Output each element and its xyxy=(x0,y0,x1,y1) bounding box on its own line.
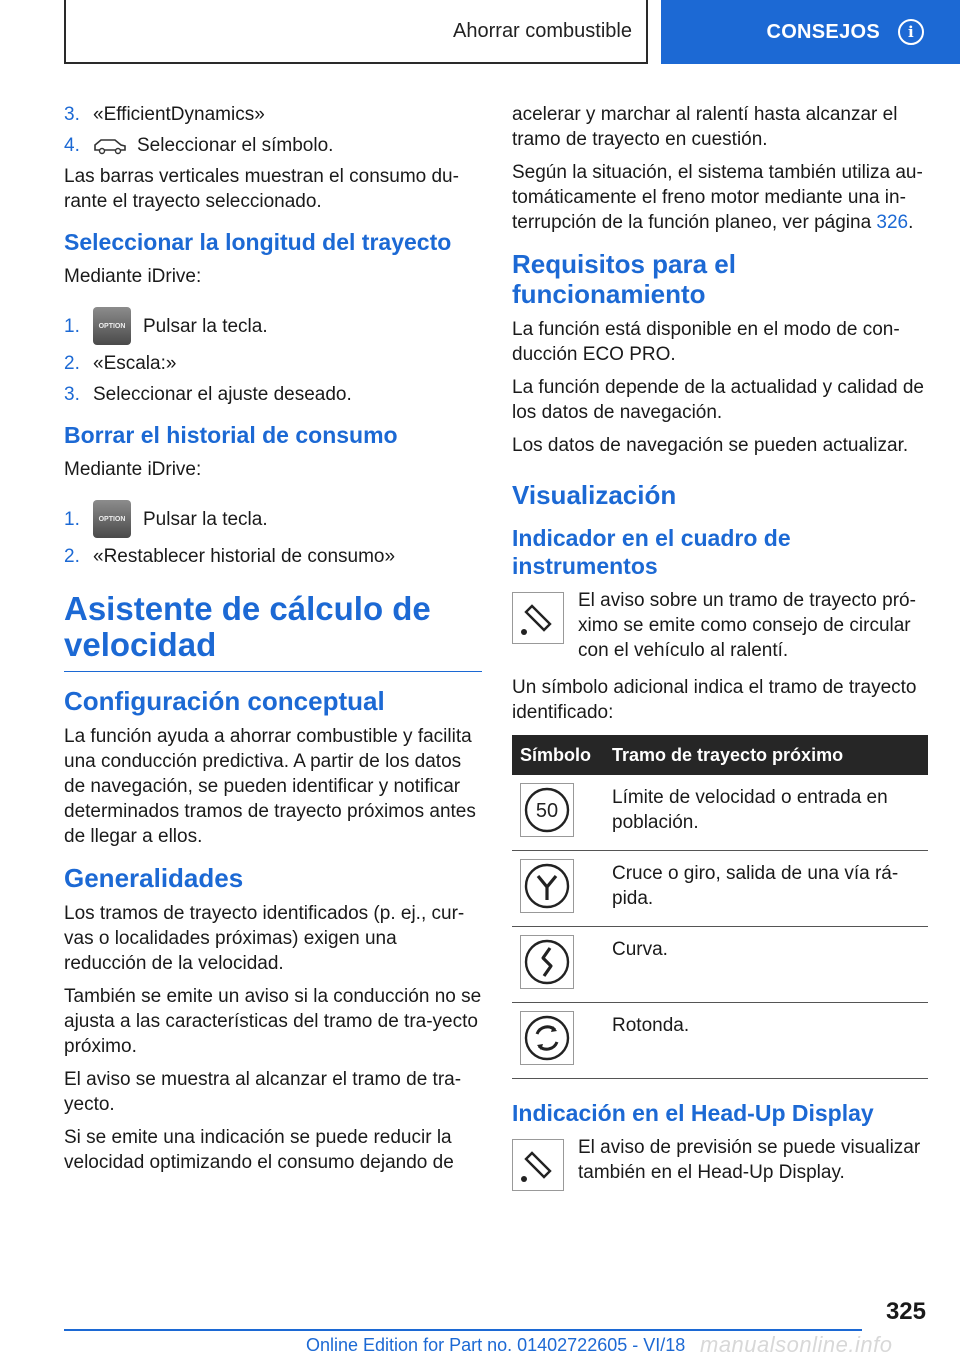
step-number: 2. xyxy=(64,353,80,374)
step-number: 3. xyxy=(64,104,80,125)
table-cell xyxy=(512,851,604,927)
heading-general: Generalidades xyxy=(64,863,244,893)
list-item xyxy=(64,382,482,407)
heading-divider xyxy=(64,671,482,672)
paragraph: También se emite un aviso si la conducción no se ajusta a las características del tramo de tra-yecto próximo. xyxy=(64,986,482,1057)
header-section-title xyxy=(64,0,648,64)
table-cell xyxy=(512,927,604,1003)
list-item xyxy=(64,102,482,127)
heading-cluster: Indicador en el cuadro de instrumentos xyxy=(512,525,791,579)
option-button-icon: OPTION xyxy=(93,307,131,345)
notice-text: El aviso de previsión se puede visualizar también en el Head-Up Display. xyxy=(578,1137,921,1183)
heading-hud: Indicación en el Head-Up Display xyxy=(512,1100,874,1126)
paragraph: El aviso se muestra al alcanzar el tramo de tra-yecto. xyxy=(64,1069,462,1115)
paragraph: Los datos de navegación se pueden actualizar. xyxy=(512,435,909,456)
paragraph: La función ayuda a ahorrar combustible y facilita una conducción predictiva. A partir de los datos de navegación, se pueden identificar y notificar determinados tramos de trayecto próximos antes de llegar a ellos. xyxy=(64,726,476,847)
notice-cluster xyxy=(512,588,928,663)
paragraph: La función depende de la actualidad y calidad de los datos de navegación. xyxy=(512,377,924,423)
table-cell: Límite de velocidad o entrada en población. xyxy=(604,775,928,851)
paragraph: acelerar y marchar al ralentí hasta alcanzar el tramo de trayecto en cuestión. xyxy=(512,104,898,150)
step-text: Pulsar la tecla. xyxy=(143,315,268,337)
step-number: 3. xyxy=(64,384,80,405)
table-row xyxy=(512,851,928,927)
table-cell xyxy=(512,1003,604,1079)
step-number: 1. xyxy=(64,315,80,337)
chapter-title: CONSEJOS xyxy=(766,20,880,43)
paragraph: Un símbolo adicional indica el tramo de trayecto identificado: xyxy=(512,677,917,723)
chapter-heading: Asistente de cálculo de velocidad xyxy=(64,590,431,663)
list-item xyxy=(64,133,482,158)
junction-icon xyxy=(520,859,574,913)
header-chapter-tab[interactable] xyxy=(661,0,960,64)
list-item xyxy=(64,307,482,345)
table-header-row xyxy=(512,735,928,775)
option-button-icon: OPTION xyxy=(93,500,131,538)
notice-hud xyxy=(512,1135,928,1191)
table-cell: Curva. xyxy=(604,927,928,1003)
paragraph: Mediante iDrive: xyxy=(64,459,202,480)
list-item xyxy=(64,351,482,376)
paragraph: Las barras verticales muestran el consumo du-rante el trayecto seleccionado. xyxy=(64,166,459,212)
page-number: 325 xyxy=(885,1298,926,1325)
table-row xyxy=(512,775,928,851)
table-cell: Rotonda. xyxy=(604,1003,928,1079)
paragraph: Si se emite una indicación se puede reducir la velocidad optimizando el consumo dejando de xyxy=(64,1127,454,1173)
paragraph: Los tramos de trayecto identificados (p. ej., cur-vas o localidades próximas) exigen una reducción de la velocidad. xyxy=(64,903,465,974)
paragraph: La función está disponible en el modo de con-ducción ECO PRO. xyxy=(512,319,900,365)
info-icon: i xyxy=(898,19,924,45)
car-icon xyxy=(93,137,127,155)
step-text: «Restablecer historial de consumo» xyxy=(93,546,396,567)
paragraph: Mediante iDrive: xyxy=(64,266,202,287)
column-header: Tramo de trayecto próximo xyxy=(604,735,928,775)
heading-display: Visualización xyxy=(512,480,677,510)
step-number: 1. xyxy=(64,508,80,530)
paragraph-text: . xyxy=(908,212,914,233)
paragraph xyxy=(512,160,928,235)
table-row xyxy=(512,1003,928,1079)
heading-clear-history: Borrar el historial de consumo xyxy=(64,422,398,448)
step-text: Seleccionar el ajuste deseado. xyxy=(93,384,352,405)
speed-limit-value: 50 xyxy=(535,800,559,822)
table-row xyxy=(512,927,928,1003)
speed-limit-50-icon xyxy=(520,783,574,837)
roundabout-icon xyxy=(520,1011,574,1065)
step-number: 4. xyxy=(64,135,80,156)
step-text: «EfficientDynamics» xyxy=(93,104,265,125)
column-header: Símbolo xyxy=(512,735,604,775)
step-text: Pulsar la tecla. xyxy=(143,508,268,530)
right-column xyxy=(512,102,928,1203)
paragraph-text: Según la situación, el sistema también utiliza au-tomáticamente el freno motor mediante una in-terrupción de la función planeo, ver página xyxy=(512,162,923,233)
step-text: «Escala:» xyxy=(93,353,177,374)
curve-icon xyxy=(520,935,574,989)
heading-concept: Configuración conceptual xyxy=(64,686,385,716)
section-title: Ahorrar combustible xyxy=(453,19,632,42)
table-cell: Cruce o giro, salida de una vía rá-pida. xyxy=(604,851,928,927)
page-link[interactable]: 326 xyxy=(876,212,909,233)
symbol-table xyxy=(512,735,928,1079)
step-text: Seleccionar el símbolo. xyxy=(137,135,334,156)
footer-edition: Online Edition for Part no. 01402722605 - VI/18 xyxy=(306,1335,686,1355)
heading-requirements: Requisitos para el funcionamiento xyxy=(512,249,736,309)
table-cell xyxy=(512,775,604,851)
watermark: manualsonline.info xyxy=(700,1332,893,1357)
coasting-hint-icon xyxy=(512,592,564,644)
footer-divider xyxy=(64,1329,862,1331)
notice-text: El aviso sobre un tramo de trayecto pró-ximo se emite como consejo de circular con el vehículo al ralentí. xyxy=(578,590,916,661)
step-number: 2. xyxy=(64,546,80,567)
coasting-hint-icon xyxy=(512,1139,564,1191)
heading-select-length: Seleccionar la longitud del trayecto xyxy=(64,229,452,255)
list-item xyxy=(64,544,482,569)
left-column xyxy=(64,102,482,1183)
list-item xyxy=(64,500,482,538)
